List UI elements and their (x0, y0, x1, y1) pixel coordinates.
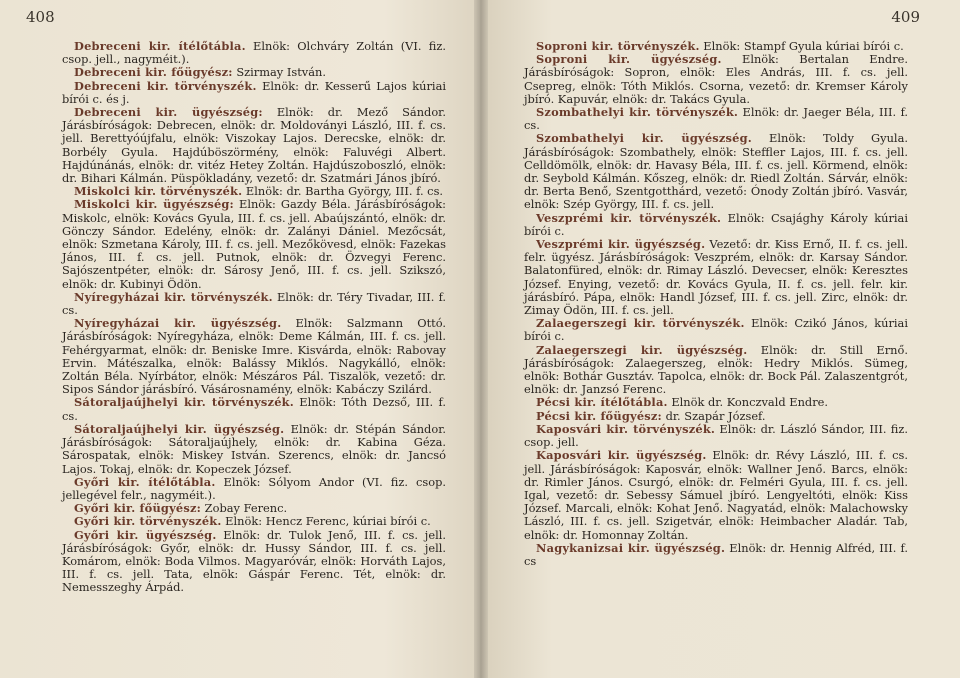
paragraph-text: dr. Szapár József. (661, 408, 766, 423)
court-heading: Miskolci kir. törvényszék. (74, 184, 243, 199)
court-heading: Veszprémi kir. törvényszék. (536, 210, 722, 225)
court-heading: Nyíregyházai kir. törvényszék. (74, 289, 273, 304)
text-column (524, 40, 908, 568)
paragraph-text: Elnök: Bertalan Endre. Járásbíróságok: Sopron, elnök: Eles András, III. f. cs. jell. Csepreg, elnök: Tóth Miklós. Csorna, vezető: dr. Kremser Károly jbíró. Kapuvár, elnök: dr. Takács Gyula. (524, 52, 908, 106)
paragraph-text: Elnök: dr. Tulok Jenő, III. f. cs. jell. Járásbíróságok: Győr, elnök: dr. Hussy Sándor, III. f. cs. jell. Komárom, elnök: Boda Vilmos. Magyaróvár, elnök: Horváth Lajos, III. f. cs. jell. Tata, elnök: Gáspár Ferenc. Tét, elnök: dr. Nemesszeghy Árpád. (62, 527, 446, 595)
court-heading: Debreceni kir. ügyészség: (74, 105, 263, 120)
page-number: 408 (26, 8, 55, 26)
paragraph-text: Szirmay István. (232, 65, 326, 80)
court-heading: Debreceni kir. törvényszék. (74, 78, 257, 93)
paragraph-text: Elnök: Csajághy Károly kúriai bírói c. (524, 210, 908, 238)
paragraph (524, 132, 908, 211)
court-heading: Miskolci kir. ügyészség: (74, 197, 234, 212)
paragraph-text: Elnök: Salzmann Ottó. Járásbíróságok: Nyíregyháza, elnök: Deme Kálmán, III. f. cs. jell. Fehérgyarmat, elnök: dr. Beniske Imre. Kisvárda, elnök: Rabovay Ervin. Mátészalka, elnök: Balássy Miklós. Nagykálló, elnök: Zoltán Béla. Nyírbátor, elnök: Mészáros Pál. Tiszalök, vezető: dr. Sipos Sándor járásbíró. Vásárosnamény, elnök: Kabáczy Szilárd. (62, 316, 446, 397)
paragraph-text: Elnök: dr. László Sándor, III. fiz. csop. jell. (524, 421, 909, 450)
paragraph (524, 423, 908, 449)
court-heading: Kaposvári kir. törvényszék. (536, 421, 716, 436)
text-column (62, 40, 446, 595)
court-heading: Zalaegerszegi kir. törvényszék. (536, 316, 745, 331)
court-heading: Soproni kir. ügyészség. (536, 52, 722, 67)
paragraph-text: Elnök: Tóth Dezső, III. f. cs. (62, 395, 446, 423)
paragraph-text: Elnök dr. Konczvald Endre. (667, 395, 829, 410)
paragraph-text: Elnök: dr. Révy László, III. f. cs. jell. Járásbíróságok: Kaposvár, elnök: Wallner Jenő. Barcs, elnök: dr. Rimler János. Csurgó, elnök: dr. Felméri Gyula, III. f. cs. jell. Igal, vezető: dr. Sebessy Sámuel jbíró. Lengyeltóti, elnök: Kiss József. Marcali, elnök: Kohat Jenő. Nagyatád, elnök: Malachowsky László, III. f. cs. jell. Szigetvár, elnök: Heimbacher Aladár. Tab, elnök: dr. Homonnay Zoltán. (524, 448, 908, 542)
paragraph (524, 238, 908, 317)
paragraph-text: Elnök: Olchváry Zoltán (VI. fiz. csop. jell., nagyméit.). (62, 39, 446, 67)
paragraph (524, 317, 908, 343)
paragraph-text: Elnök: dr. Kesserű Lajos kúriai bírói c. és j. (62, 78, 447, 106)
paragraph (62, 80, 446, 106)
court-heading: Sátoraljaújhelyi kir. ügyészség. (74, 421, 285, 436)
court-heading: Zalaegerszegi kir. ügyészség. (536, 342, 748, 357)
paragraph (524, 449, 908, 541)
court-heading: Sátoraljaújhelyi kir. törvényszék. (74, 395, 294, 410)
court-heading: Soproni kir. törvényszék. (536, 39, 700, 53)
paragraph (524, 344, 908, 397)
paragraph (62, 291, 446, 317)
paragraph-text: Elnök: dr. Still Ernő. Járásbíróságok: Zalaegerszeg, elnök: Hedry Miklós. Sümeg, elnök: Bothár Gusztáv. Tapolca, elnök: dr. Bock Pál. Zalaszentgrót, elnök: dr. Janzsó Ferenc. (524, 342, 908, 397)
paragraph (62, 106, 446, 185)
court-heading: Debreceni kir. ítélőtábla. (74, 39, 246, 53)
paragraph-text: Elnök: dr. Jaeger Béla, III. f. cs. (524, 105, 909, 133)
court-heading: Győri kir. főügyész: (74, 501, 202, 516)
paragraph-text: Elnök: dr. Téry Tivadar, III. f. cs. (62, 289, 446, 318)
paragraph (62, 423, 446, 476)
court-heading: Győri kir. ügyészség. (74, 527, 217, 542)
paragraph-text: Elnök: Stampf Gyula kúriai bírói c. (699, 39, 904, 53)
paragraph-text: Elnök: Sólyom Andor (VI. fiz. csop. jellegével felr., nagyméit.). (62, 474, 446, 502)
court-heading: Nagykanizsai kir. ügyészség. (536, 540, 726, 555)
court-heading: Győri kir. ítélőtábla. (74, 474, 216, 489)
court-heading: Veszprémi kir. ügyészség. (536, 237, 706, 252)
paragraph-text: Zobay Ferenc. (201, 501, 288, 516)
paragraph (62, 198, 446, 290)
paragraph (62, 40, 446, 66)
paragraph-text: Elnök: dr. Bartha György, III. f. cs. (242, 184, 444, 199)
court-heading: Pécsi kir. főügyész: (536, 408, 662, 423)
court-heading: Szombathelyi kir. törvényszék. (536, 105, 739, 120)
paragraph-text: Elnök: dr. Mező Sándor. Járásbíróságok: Debrecen, elnök: dr. Moldoványi László, III. f. cs. jell. Berettyóújfalu, elnök: Viszokay Lajos. Derecske, elnök: dr. Borbély Gyula. Hajdúböszörmény, elnök: Faluvégi Albert. Hajdúnánás, elnök: dr. vitéz Hetey Zoltán. Hajdúszoboszló, elnök: dr. Bihari Kálmán. Püspökladány, vezető: dr. Szatmári János jbíró. (62, 105, 447, 186)
paragraph (62, 396, 446, 422)
court-heading: Debreceni kir. főügyész: (74, 65, 233, 80)
paragraph (62, 317, 446, 396)
paragraph-text: Elnök: dr. Stépán Sándor. Járásbíróságok: Sátoraljaújhely, elnök: dr. Kabina Géza. Sárospatak, elnök: Miskey István. Szerencs, elnök: dr. Jancsó Lajos. Tokaj, elnök: dr. Kopeczek József. (62, 421, 447, 476)
court-heading: Kaposvári kir. ügyészség. (536, 448, 707, 463)
paragraph-text: Elnök: Czikó János, kúriai bírói c. (524, 316, 908, 344)
court-heading: Szombathelyi kir. ügyészség. (536, 131, 752, 146)
paragraph (62, 476, 446, 502)
paragraph-text: Elnök: dr. Hennig Alfréd, III. f. cs (524, 540, 908, 568)
paragraph-text: Elnök: Hencz Ferenc, kúriai bírói c. (221, 514, 431, 529)
right-page (480, 0, 960, 678)
paragraph (524, 212, 908, 238)
book-gutter (474, 0, 488, 678)
paragraph-text: Vezető: dr. Kiss Ernő, II. f. cs. jell. felr. ügyész. Járásbíróságok: Veszprém, elnök: dr. Karsay Sándor. Balatonfüred, elnök: dr. Rimay László. Devecser, elnök: Keresztes József. Enying, vezető: dr. Kovács Gyula, II. f. cs. jell. felr. kir. járásbíró. Pápa, elnök: Handl József, III. f. cs. jell. Zirc, elnök: dr. Zimay Ödön, III. f. cs. jell. (524, 237, 908, 318)
paragraph (524, 106, 908, 132)
paragraph-text: Elnök: Gazdy Béla. Járásbíróságok: Miskolc, elnök: Kovács Gyula, III. f. cs. jell. Abaújszántó, elnök: dr. Gönczy Sándor. Edelény, elnök: dr. Zalányi Dániel. Mezőcsát, elnök: Szmetana Károly, III. f. cs. jell. Mezőkövesd, elnök: Fazekas János, III. f. cs. jell. Putnok, elnök: dr. Özvegyi Ferenc. Sajószentpéter, elnök: dr. Sárosy Jenő, III. f. cs. jell. Szikszó, elnök: dr. Kubinyi Ödön. (62, 197, 446, 291)
court-heading: Nyíregyházai kir. ügyészség. (74, 316, 282, 331)
paragraph-text: Elnök: Toldy Gyula. Járásbíróságok: Szombathely, elnök: Steffler Lajos, III. f. cs. jell. Celldömölk, elnök: dr. Havasy Béla, III. f. cs. jell. Körmend, elnök: dr. Seybold Kálmán. Kőszeg, elnök: dr. Riedl Zoltán. Sárvár, elnök: dr. Berta Benő, Szentgotthárd, vezető: Ónody Zoltán jbíró. Vasvár, elnök: Szép György, III. f. cs. jell. (524, 131, 908, 212)
paragraph (524, 53, 908, 106)
court-heading: Győri kir. törvényszék. (74, 514, 222, 529)
court-heading: Pécsi kir. ítélőtábla. (536, 395, 668, 410)
page-number: 409 (891, 8, 920, 26)
paragraph (62, 529, 446, 595)
paragraph (524, 542, 908, 568)
